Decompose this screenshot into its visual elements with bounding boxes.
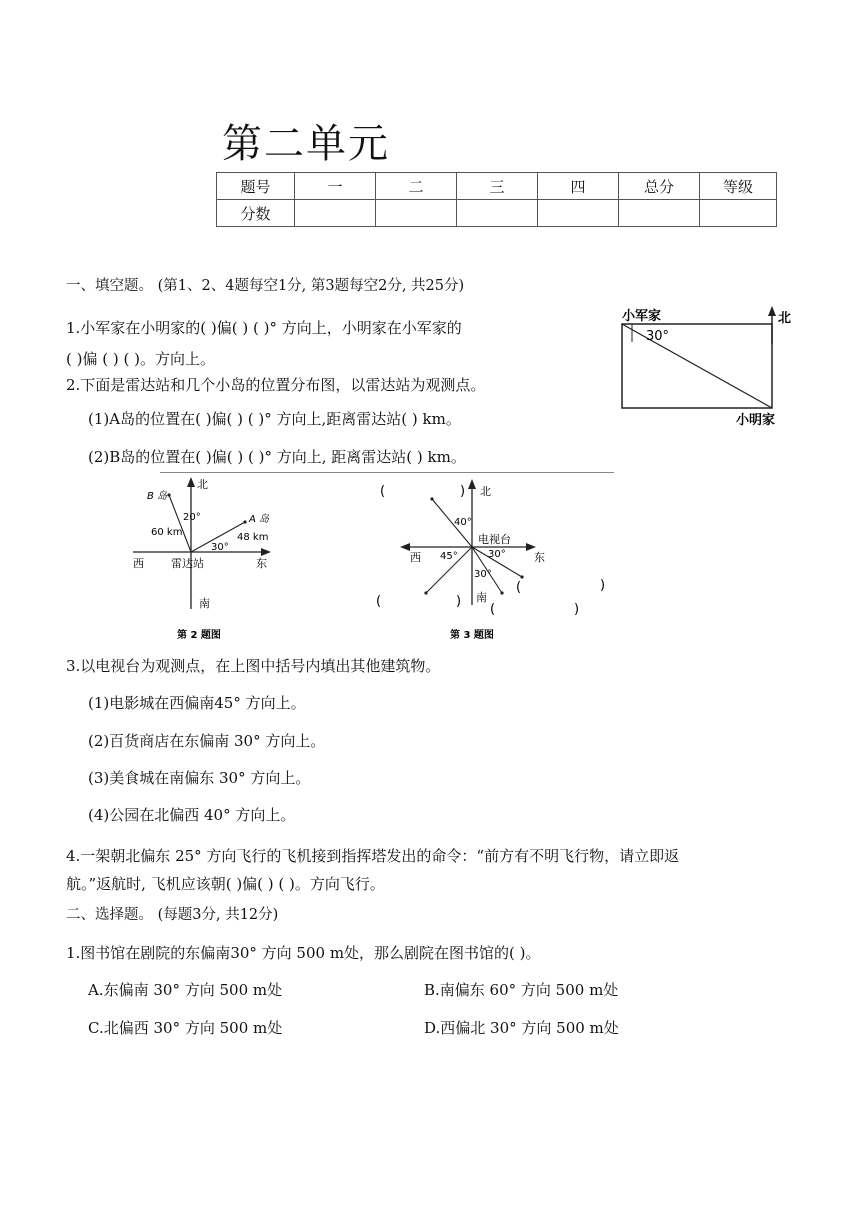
- score-cell[interactable]: [538, 200, 619, 227]
- tv-angle-45: 45°: [440, 551, 458, 562]
- radar-south-label: 南: [199, 597, 210, 610]
- radar-east-head: [261, 548, 271, 556]
- q3-intro: 3.以电视台为观测点，在上图中括号内填出其他建筑物。: [66, 657, 441, 675]
- tv-angle-30-south: 30°: [474, 569, 492, 580]
- radar-figure: [125, 475, 275, 645]
- q2-b: (2)B岛的位置在( )偏( ) ( )° 方向上, 距离雷达站( ) km。: [88, 448, 466, 466]
- home-a-label: 小军家: [622, 309, 662, 324]
- q3-item: (2)百货商店在东偏南 30° 方向上。: [88, 732, 326, 750]
- north-label: 北: [778, 311, 792, 326]
- food-point: [500, 591, 503, 594]
- q3-item: (4)公园在北偏西 40° 方向上。: [88, 806, 296, 824]
- s2-q1: 1.图书馆在剧院的东偏南30° 方向 500 m处，那么剧院在图书馆的( )。: [66, 944, 541, 962]
- angle-label: 30°: [646, 329, 670, 344]
- score-table-score-row: [217, 200, 777, 227]
- score-cell[interactable]: [619, 200, 700, 227]
- tv-east-head: [526, 543, 536, 551]
- bracket-park-close: ): [460, 484, 466, 499]
- bracket-food-open: (: [490, 602, 496, 617]
- store-point: [520, 575, 523, 578]
- bracket-food-close: ): [574, 602, 580, 617]
- header-cell: 一: [295, 173, 376, 200]
- header-cell: 三: [457, 173, 538, 200]
- q3-item: (3)美食城在南偏东 30° 方向上。: [88, 769, 311, 787]
- radar-center-label: 雷达站: [171, 557, 204, 570]
- figure2-caption: 第 2 题图: [177, 630, 221, 641]
- tv-angle-30-east: 30°: [488, 549, 506, 560]
- park-point: [430, 497, 433, 500]
- tv-west-label: 西: [410, 551, 421, 564]
- radar-line-b: [169, 495, 191, 552]
- section2-heading: 二、选择题。 (每题3分, 共12分): [66, 907, 279, 923]
- island-a-point: [243, 520, 246, 523]
- tv-south-label: 南: [476, 591, 487, 604]
- angle-b-label: 20°: [183, 512, 201, 523]
- dist-b-label: 60 km: [151, 527, 183, 538]
- island-b-point: [167, 493, 170, 496]
- tv-west-head: [400, 543, 410, 551]
- score-cell[interactable]: [295, 200, 376, 227]
- bracket-park-open: (: [380, 484, 386, 499]
- divider: [160, 472, 614, 473]
- option-a[interactable]: A.东偏南 30° 方向 500 m处: [88, 981, 283, 999]
- q1-line1: 1.小军家在小明家的( )偏( ) ( )° 方向上，小明家在小军家的: [66, 319, 462, 337]
- north-arrow-head: [768, 306, 776, 316]
- tv-angle-40: 40°: [454, 517, 472, 528]
- home-direction-figure: [610, 300, 810, 430]
- tv-north-head: [468, 479, 476, 489]
- q2-intro: 2.下面是雷达站和几个小岛的位置分布图，以雷达站为观测点。: [66, 376, 486, 394]
- score-table: [216, 172, 777, 227]
- tv-east-label: 东: [534, 551, 545, 564]
- q1-line2: ( )偏 ( ) ( )。方向上。: [66, 350, 215, 368]
- score-cell[interactable]: [457, 200, 538, 227]
- bracket-cinema-open: (: [376, 594, 382, 609]
- tv-center-label: 电视台: [478, 533, 511, 546]
- tv-north-label: 北: [480, 485, 491, 498]
- figure-diagonal: [622, 324, 772, 408]
- header-cell: 二: [376, 173, 457, 200]
- header-cell: 四: [538, 173, 619, 200]
- island-b-label: B 岛: [147, 491, 168, 502]
- bracket-store-open: (: [516, 580, 522, 595]
- cinema-point: [424, 591, 427, 594]
- option-d[interactable]: D.西偏北 30° 方向 500 m处: [424, 1019, 619, 1037]
- radar-north-head: [187, 477, 195, 487]
- bracket-cinema-close: ): [456, 594, 462, 609]
- header-cell: 总分: [619, 173, 700, 200]
- score-cell[interactable]: [700, 200, 777, 227]
- score-table-header-row: [217, 173, 777, 200]
- q4-line2: 航。”返航时, 飞机应该朝( )偏( ) ( )。方向飞行。: [66, 875, 385, 893]
- header-cell: 等级: [700, 173, 777, 200]
- radar-east-label: 东: [256, 557, 267, 570]
- q2-a: (1)A岛的位置在( )偏( ) ( )° 方向上,距离雷达站( ) km。: [88, 410, 461, 428]
- page-title: 第二单元: [222, 121, 390, 167]
- bracket-store-close: ): [600, 578, 606, 593]
- home-b-label: 小明家: [736, 413, 776, 428]
- header-cell: 题号: [217, 173, 295, 200]
- section1-heading: 一、填空题。 (第1、2、4题每空1分, 第3题每空2分, 共25分): [66, 278, 465, 294]
- dist-a-label: 48 km: [237, 532, 269, 543]
- q4-line1: 4.一架朝北偏东 25° 方向飞行的飞机接到指挥塔发出的命令：“前方有不明飞行物，请立即返: [66, 847, 680, 865]
- option-b[interactable]: B.南偏东 60° 方向 500 m处: [424, 981, 619, 999]
- q3-item: (1)电影城在西偏南45° 方向上。: [88, 694, 306, 712]
- score-cell[interactable]: [376, 200, 457, 227]
- row-label: 分数: [217, 200, 295, 227]
- tv-station-figure: [370, 475, 610, 645]
- angle-a-label: 30°: [211, 542, 229, 553]
- radar-west-label: 西: [133, 557, 144, 570]
- option-c[interactable]: C.北偏西 30° 方向 500 m处: [88, 1019, 283, 1037]
- island-a-label: A 岛: [249, 514, 270, 525]
- radar-north-label: 北: [197, 478, 208, 491]
- figure3-caption: 第 3 题图: [450, 630, 494, 641]
